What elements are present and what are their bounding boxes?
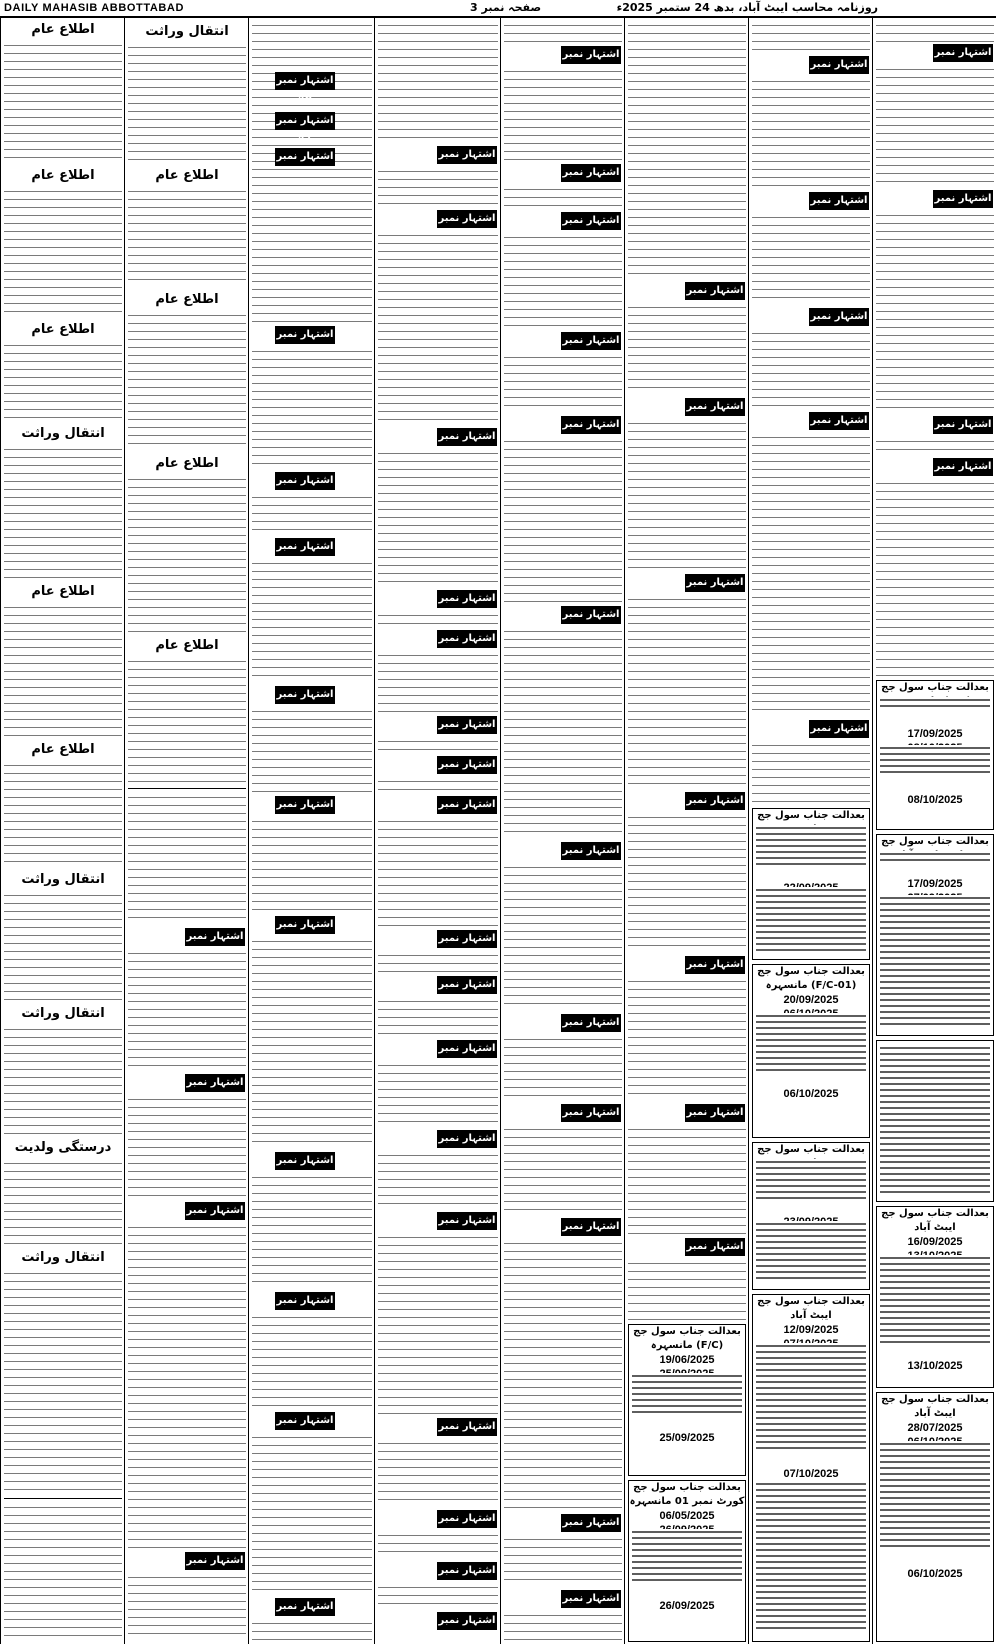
notice-text bbox=[378, 1152, 498, 1208]
section-heading: انتقال وراثت bbox=[21, 426, 105, 441]
court-notice bbox=[752, 1294, 870, 1642]
ad-badge: اشتہار نمبر bbox=[437, 1562, 497, 1580]
notice-text bbox=[752, 214, 870, 304]
ad-badge: اشتہار نمبر bbox=[685, 574, 745, 592]
notice-text bbox=[876, 66, 994, 186]
notice-text bbox=[4, 1160, 122, 1244]
notice-text bbox=[504, 1036, 622, 1100]
notice-text bbox=[504, 1240, 622, 1510]
hearing-date: 06/10/2025 bbox=[907, 1568, 963, 1580]
court-notice bbox=[752, 1142, 870, 1290]
column-2 bbox=[748, 18, 873, 1644]
court-title: بعدالت جناب سول جج bbox=[881, 682, 989, 693]
ad-badge: اشتہار نمبر 46 bbox=[275, 72, 335, 90]
court-title: بعدالت جناب سول جج ایبٹ آباد bbox=[757, 1296, 865, 1321]
notice-text bbox=[504, 22, 622, 42]
court-title: بعدالت جناب سول جج bbox=[757, 1144, 865, 1155]
hearing-date: 12/09/2025 bbox=[783, 1324, 839, 1336]
notice-text bbox=[128, 1224, 246, 1548]
ad-badge: اشتہار نمبر bbox=[561, 606, 621, 624]
notice-text bbox=[252, 348, 372, 468]
ad-badge: اشتہار نمبر bbox=[437, 590, 497, 608]
court-title: بعدالت جناب سول جج ایبٹ آباد bbox=[881, 1208, 989, 1233]
ad-badge: اشتہار نمبر bbox=[561, 164, 621, 182]
section-heading: انتقال وراثت bbox=[145, 24, 229, 39]
hearing-date: 25/09/2025 bbox=[659, 1432, 715, 1444]
notice-text bbox=[4, 1504, 122, 1640]
notice-text bbox=[128, 950, 246, 1070]
notice-text bbox=[378, 1584, 498, 1608]
notice-text bbox=[252, 560, 372, 682]
ad-badge: اشتہار نمبر bbox=[933, 458, 993, 476]
notice-text bbox=[628, 1126, 746, 1234]
ad-badge: اشتہار نمبر bbox=[437, 1130, 497, 1148]
ad-badge: اشتہار نمبر bbox=[275, 686, 335, 704]
ad-badge: اشتہار نمبر bbox=[561, 332, 621, 350]
section-heading: انتقال وراثت bbox=[21, 872, 105, 887]
notice-text bbox=[378, 450, 498, 586]
court-title: بعدالت جناب سول جج کورٹ نمبر 01 مانسہرہ bbox=[629, 1482, 745, 1507]
notice-text bbox=[252, 494, 372, 534]
ad-badge: اشتہار نمبر bbox=[437, 1418, 497, 1436]
hearing-date: 06/05/2025 bbox=[659, 1510, 715, 1522]
hearing-date: 07/10/2025 bbox=[783, 1468, 839, 1480]
column-6 bbox=[248, 18, 375, 1644]
ad-badge: اشتہار نمبر bbox=[275, 1412, 335, 1430]
ad-badge: اشتہار نمبر bbox=[809, 192, 869, 210]
court-notice bbox=[628, 1324, 746, 1476]
notice-text bbox=[378, 22, 498, 142]
ad-badge: اشتہار نمبر bbox=[185, 1202, 245, 1220]
hearing-date: 13/10/2025 bbox=[907, 1360, 963, 1372]
notice-text bbox=[4, 1270, 122, 1494]
section-heading: درستگی ولدیت bbox=[14, 1140, 112, 1155]
section-heading: اطلاع عام bbox=[31, 322, 95, 337]
notice-text bbox=[752, 330, 870, 408]
ad-badge: اشتہار نمبر bbox=[437, 796, 497, 814]
ad-badge: اشتہار نمبر bbox=[437, 716, 497, 734]
ad-badge: اشتہار نمبر bbox=[809, 56, 869, 74]
ad-badge: اشتہار نمبر bbox=[275, 1292, 335, 1310]
court-title: بعدالت جناب سول جج ایبٹ آباد bbox=[881, 1394, 989, 1419]
ad-badge: اشتہار نمبر bbox=[809, 412, 869, 430]
notice-text bbox=[880, 851, 990, 863]
ad-badge: اشتہار نمبر bbox=[275, 1598, 335, 1616]
ad-badge: اشتہار نمبر bbox=[933, 416, 993, 434]
notice-text bbox=[752, 22, 870, 36]
ad-badge: اشتہار نمبر bbox=[185, 1552, 245, 1570]
notice-text bbox=[252, 174, 372, 322]
notice-text bbox=[752, 742, 870, 804]
notice-text bbox=[378, 612, 498, 626]
court-title: بعدالت جناب سول جج (F/C-01) مانسہرہ bbox=[757, 966, 865, 991]
ad-badge: اشتہار نمبر bbox=[561, 46, 621, 64]
section-heading: اطلاع عام bbox=[31, 168, 95, 183]
notice-text bbox=[628, 22, 746, 278]
notice-text bbox=[880, 697, 990, 711]
ad-badge: اشتہار نمبر 47 bbox=[275, 112, 335, 130]
notice-text bbox=[756, 887, 866, 953]
notice-text bbox=[378, 778, 498, 792]
notice-text bbox=[880, 1441, 990, 1551]
notice-text bbox=[252, 938, 372, 1148]
ad-badge: اشتہار نمبر bbox=[275, 472, 335, 490]
notice-text bbox=[128, 1574, 246, 1640]
ad-badge: اشتہار نمبر bbox=[561, 842, 621, 860]
ad-badge: اشتہار نمبر bbox=[437, 210, 497, 228]
notice-text bbox=[378, 1532, 498, 1558]
section-heading: اطلاع عام bbox=[31, 22, 95, 37]
ad-badge: اشتہار نمبر bbox=[275, 796, 335, 814]
ad-badge: اشتہار نمبر bbox=[561, 1104, 621, 1122]
notice-text bbox=[632, 1529, 742, 1585]
notice-text bbox=[504, 1612, 622, 1640]
notice-text bbox=[756, 1343, 866, 1453]
notice-text bbox=[4, 188, 122, 316]
notice-text bbox=[378, 738, 498, 752]
masthead-date: روزنامہ محاسب ایبٹ آباد، بدھ 24 ستمبر 2025ء bbox=[616, 1, 878, 14]
notice-text bbox=[756, 1159, 866, 1199]
court-notice bbox=[876, 1206, 994, 1388]
hearing-date: 17/09/2025 bbox=[907, 878, 963, 890]
ad-badge: اشتہار نمبر bbox=[437, 930, 497, 948]
ad-badge: اشتہار نمبر bbox=[437, 428, 497, 446]
court-notice bbox=[752, 964, 870, 1138]
ad-badge: اشتہار نمبر 45 bbox=[437, 1612, 497, 1630]
notice-text bbox=[378, 1234, 498, 1414]
section-heading: انتقال وراثت bbox=[21, 1250, 105, 1265]
notice-text bbox=[504, 186, 622, 208]
notice-text bbox=[628, 814, 746, 952]
column-5 bbox=[374, 18, 501, 1644]
notice-text bbox=[876, 22, 994, 42]
divider bbox=[128, 788, 246, 789]
notice-text bbox=[252, 1620, 372, 1640]
notice-text bbox=[504, 354, 622, 412]
hearing-date: 20/09/2025 bbox=[783, 994, 839, 1006]
notice-text bbox=[628, 1260, 746, 1320]
notice-text bbox=[504, 234, 622, 328]
notice-text bbox=[252, 1314, 372, 1408]
section-heading: اطلاع عام bbox=[31, 584, 95, 599]
ad-badge: اشتہار نمبر bbox=[685, 1104, 745, 1122]
notice-text bbox=[504, 628, 622, 838]
ad-badge: اشتہار نمبر bbox=[685, 282, 745, 300]
ad-badge: اشتہار نمبر bbox=[933, 190, 993, 208]
ad-badge: اشتہار نمبر bbox=[933, 44, 993, 62]
court-notice bbox=[876, 1392, 994, 1642]
notice-text bbox=[378, 168, 498, 206]
ad-badge: اشتہار نمبر bbox=[561, 1590, 621, 1608]
ad-badge: اشتہار نمبر bbox=[437, 1212, 497, 1230]
hearing-date: 28/07/2025 bbox=[907, 1422, 963, 1434]
hearing-date: 06/10/2025 bbox=[783, 1088, 839, 1100]
notice-text bbox=[4, 1026, 122, 1136]
notice-text bbox=[880, 895, 990, 1025]
notice-text bbox=[756, 1481, 866, 1631]
notice-text bbox=[378, 952, 498, 972]
notice-text bbox=[504, 438, 622, 602]
notice-text bbox=[876, 438, 994, 454]
ad-badge: اشتہار نمبر bbox=[561, 1514, 621, 1532]
notice-text bbox=[504, 1536, 622, 1586]
court-notice bbox=[876, 1040, 994, 1202]
notice-text bbox=[128, 794, 246, 924]
notice-text bbox=[880, 1045, 990, 1195]
notice-text bbox=[632, 1373, 742, 1417]
notice-text bbox=[252, 818, 372, 912]
court-title: بعدالت جناب سول جج bbox=[757, 810, 865, 821]
column-8 bbox=[0, 18, 125, 1644]
notice-text bbox=[4, 42, 122, 164]
ad-badge: اشتہار نمبر bbox=[437, 1040, 497, 1058]
notice-text bbox=[756, 1221, 866, 1283]
notice-text bbox=[504, 864, 622, 1010]
notice-text bbox=[504, 1126, 622, 1214]
hearing-date: 17/09/2025 bbox=[907, 728, 963, 740]
notice-text bbox=[4, 892, 122, 1000]
notice-text bbox=[628, 978, 746, 1100]
ad-badge: اشتہار نمبر bbox=[275, 326, 335, 344]
ad-badge: اشتہار نمبر bbox=[437, 976, 497, 994]
ad-badge: اشتہار نمبر bbox=[685, 792, 745, 810]
notice-text bbox=[4, 342, 122, 422]
paper-name: DAILY MAHASIB ABBOTTABAD bbox=[4, 2, 185, 14]
notice-text bbox=[752, 38, 870, 54]
court-title: بعدالت جناب سول جج (F/C) مانسہرہ bbox=[633, 1326, 741, 1351]
notice-text bbox=[378, 652, 498, 712]
ad-badge: اشتہار نمبر bbox=[809, 308, 869, 326]
notice-text bbox=[128, 476, 246, 632]
hearing-date: 16/09/2025 bbox=[907, 1236, 963, 1248]
notice-text bbox=[876, 480, 994, 676]
notice-text bbox=[128, 1096, 246, 1198]
ad-badge: اشتہار نمبر bbox=[275, 148, 335, 166]
ad-badge: اشتہار نمبر bbox=[561, 1218, 621, 1236]
section-heading: انتقال وراثت bbox=[21, 1006, 105, 1021]
ad-badge: اشتہار نمبر bbox=[437, 756, 497, 774]
hearing-date: 26/09/2025 bbox=[659, 1600, 715, 1612]
court-notice bbox=[752, 808, 870, 960]
section-heading: اطلاع عام bbox=[155, 456, 219, 471]
notice-text bbox=[628, 304, 746, 394]
ad-badge: اشتہار نمبر bbox=[561, 416, 621, 434]
notice-text bbox=[378, 1440, 498, 1506]
column-3 bbox=[624, 18, 749, 1644]
column-4 bbox=[500, 18, 625, 1644]
notice-text bbox=[756, 1013, 866, 1073]
hearing-date: 19/06/2025 bbox=[659, 1354, 715, 1366]
notice-text bbox=[128, 44, 246, 162]
notice-text bbox=[4, 446, 122, 580]
notice-text bbox=[4, 604, 122, 738]
notice-text bbox=[752, 434, 870, 716]
notice-text bbox=[378, 232, 498, 424]
ad-badge: اشتہار نمبر bbox=[437, 630, 497, 648]
ad-badge: اشتہار نمبر bbox=[437, 146, 497, 164]
notice-text bbox=[756, 825, 866, 865]
column-7 bbox=[124, 18, 249, 1644]
hearing-date: 08/10/2025 bbox=[907, 794, 963, 806]
section-heading: اطلاع عام bbox=[155, 638, 219, 653]
notice-text bbox=[252, 1434, 372, 1594]
court-notice bbox=[876, 834, 994, 1036]
notice-text bbox=[628, 596, 746, 788]
notice-text bbox=[252, 708, 372, 792]
notice-text bbox=[378, 998, 498, 1036]
ad-badge: اشتہار نمبر bbox=[685, 398, 745, 416]
notice-text bbox=[628, 420, 746, 570]
section-heading: اطلاع عام bbox=[31, 742, 95, 757]
ad-badge: اشتہار نمبر bbox=[809, 720, 869, 738]
notice-text bbox=[128, 188, 246, 286]
notice-text bbox=[880, 745, 990, 777]
notice-text bbox=[128, 312, 246, 450]
notice-text bbox=[378, 818, 498, 926]
notice-text bbox=[252, 1174, 372, 1288]
column-1 bbox=[872, 18, 996, 1644]
ad-badge: اشتہار نمبر bbox=[275, 916, 335, 934]
page-header bbox=[0, 0, 996, 17]
ad-badge: اشتہار نمبر bbox=[185, 928, 245, 946]
notice-text bbox=[880, 1255, 990, 1345]
ad-badge: اشتہار نمبر bbox=[561, 212, 621, 230]
section-heading: اطلاع عام bbox=[155, 168, 219, 183]
section-heading: اطلاع عام bbox=[155, 292, 219, 307]
ad-badge: اشتہار نمبر bbox=[275, 538, 335, 556]
notice-text bbox=[4, 762, 122, 868]
notice-text bbox=[504, 68, 622, 160]
ad-badge: اشتہار نمبر bbox=[185, 1074, 245, 1092]
ad-badge: اشتہار نمبر bbox=[685, 956, 745, 974]
notice-text bbox=[752, 78, 870, 188]
court-notice bbox=[876, 680, 994, 830]
notice-text bbox=[876, 212, 994, 412]
divider bbox=[4, 1498, 122, 1499]
court-notice bbox=[628, 1480, 746, 1642]
court-title: بعدالت جناب سول جج bbox=[881, 836, 989, 847]
ad-badge: اشتہار نمبر bbox=[561, 1014, 621, 1032]
notice-text bbox=[128, 658, 246, 782]
notice-text bbox=[378, 1062, 498, 1126]
ad-badge: اشتہار نمبر bbox=[275, 1152, 335, 1170]
ad-badge: اشتہار نمبر bbox=[685, 1238, 745, 1256]
page-number-label: صفحہ نمبر 3 bbox=[470, 1, 542, 14]
ad-badge: اشتہار نمبر bbox=[437, 1510, 497, 1528]
